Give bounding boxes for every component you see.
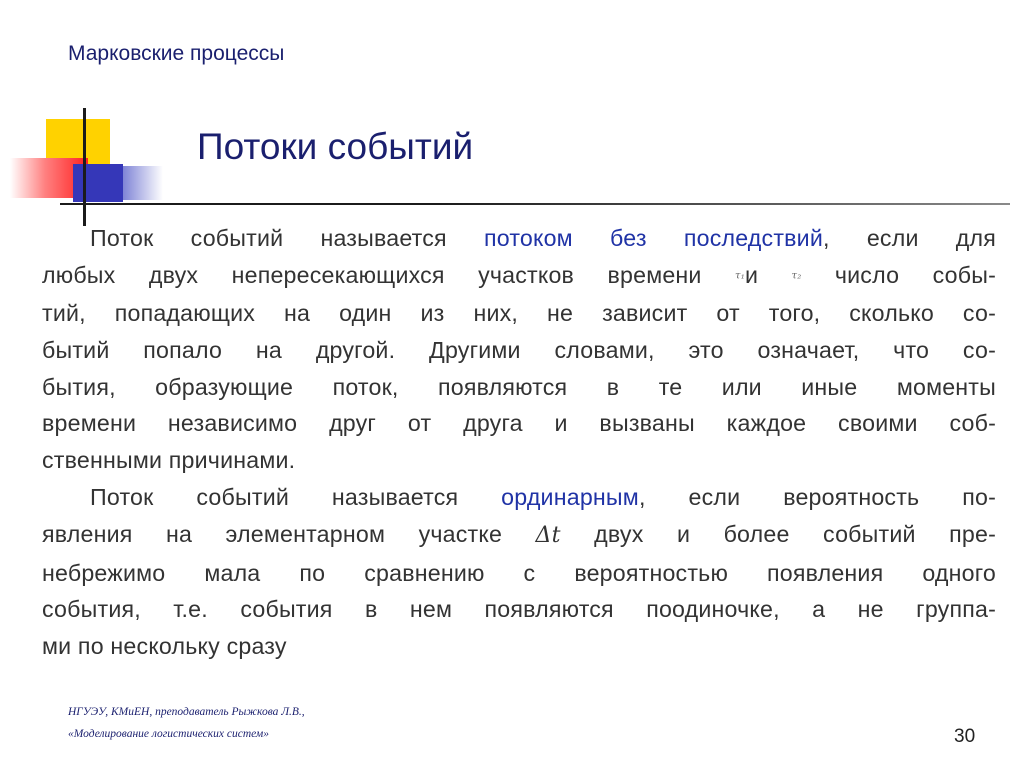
decor-vertical-line [83,108,86,226]
text-line: бытия, образующие поток, появляются в те или иные моменты [42,373,996,400]
text-run: , если для [822,225,997,251]
text-run: любых двух непересекающихся участков времени [42,261,735,288]
text-run: число собы- [801,261,996,288]
text-line: события, т.е. события в нем появляются поодиночке, а не группа- [42,596,996,623]
text-run: Поток событий называется [90,484,502,511]
decor-blue-fade [123,166,163,200]
decor-blue-square [73,164,123,202]
term-ordinary: ординарным [501,484,639,511]
tau1-symbol: τ₁ [734,270,745,282]
slide-body [42,220,996,665]
term-no-aftereffect: потоком без последствий [483,225,823,251]
text-run: явления на элементарном участке [42,520,536,547]
footer-course: «Моделирование логистических систем» [68,728,270,740]
footer [68,701,305,745]
paragraph-flow-without-aftereffect [42,220,996,479]
title-underline [60,203,1010,205]
page-number: 30 [954,726,976,747]
text-run: Поток событий называется [90,225,484,251]
text-run: , если вероятность по- [638,484,997,511]
text-line: тий, попадающих на один из них, не зависит от того, сколько со- [42,300,996,327]
section-title: Марковские процессы [68,42,285,65]
footer-author: НГУЭУ, КМиЕН, преподаватель Рыжкова Л.В., [68,706,305,718]
tau2-symbol: τ₂ [791,270,802,282]
text-line: ственными причинами. [42,447,296,474]
text-line: небрежимо мала по сравнению с вероятностью появления одного [42,559,996,586]
text-line [42,479,996,516]
text-line [42,257,996,295]
text-line: ми по нескольку сразу [42,633,287,660]
text-run: двух и более событий пре- [560,520,996,547]
text-line: бытий попало на другой. Другими словами, это означает, что со- [42,336,996,363]
slide-title: Потоки событий [197,126,474,167]
text-line [42,220,996,257]
text-run: и [744,261,792,288]
text-line: времени независимо друг от друга и вызваны каждое своими соб- [42,410,996,437]
delta-t-symbol: Δt [535,522,561,548]
text-line [42,516,996,555]
paragraph-ordinary-flow [42,479,996,665]
